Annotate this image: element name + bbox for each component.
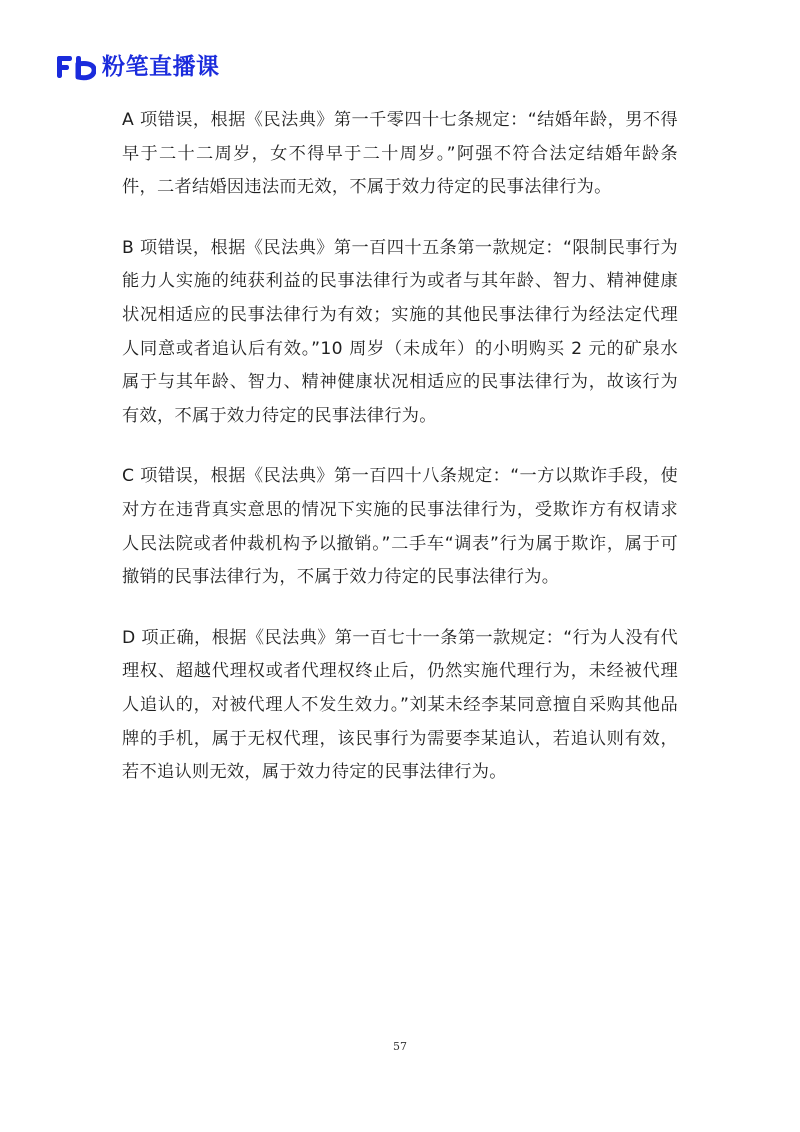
explanation-option-c: C 项错误，根据《民法典》第一百四十八条规定：“一方以欺诈手段，使对方在违背真实意思的情况下实施的民事法律行为，受欺诈方有权请求人民法院或者仲裁机构予以撤销。”二手车“调表”行为属于欺诈，属于可撤销的民事法律行为，不属于效力待定的民事法律行为。 xyxy=(122,466,678,588)
brand-name: 粉笔直播课 xyxy=(102,54,220,80)
page-number: 57 xyxy=(393,1040,407,1053)
header-brand xyxy=(56,50,220,84)
fenbi-fb-logo-icon xyxy=(56,53,96,81)
explanation-option-a: A 项错误，根据《民法典》第一千零四十七条规定：“结婚年龄，男不得早于二十二周岁，女不得早于二十周岁。”阿强不符合法定结婚年龄条件，二者结婚因违法而无效，不属于效力待定的民事法律行为。 xyxy=(122,110,678,198)
explanation-option-d: D 项正确，根据《民法典》第一百七十一条第一款规定：“行为人没有代理权、超越代理权或者代理权终止后，仍然实施代理行为，未经被代理人追认的，对被代理人不发生效力。”刘某未经李某同意擅自采购其他品牌的手机，属于无权代理，该民事行为需要李某追认，若追认则有效，若不追认则无效，属于效力待定的民事法律行为。 xyxy=(122,627,678,783)
explanation-option-b: B 项错误，根据《民法典》第一百四十五条第一款规定：“限制民事行为能力人实施的纯获利益的民事法律行为或者与其年龄、智力、精神健康状况相适应的民事法律行为有效；实施的其他民事法律行为经法定代理人同意或者追认后有效。”10 周岁（未成年）的小明购买 2 元的矿泉水属于与其年龄、智力、精神健康状况相适应的民事法律行为，故该行为有效，不属于效力待定的民事法律行为。 xyxy=(122,237,678,426)
answer-explanation xyxy=(122,104,678,817)
